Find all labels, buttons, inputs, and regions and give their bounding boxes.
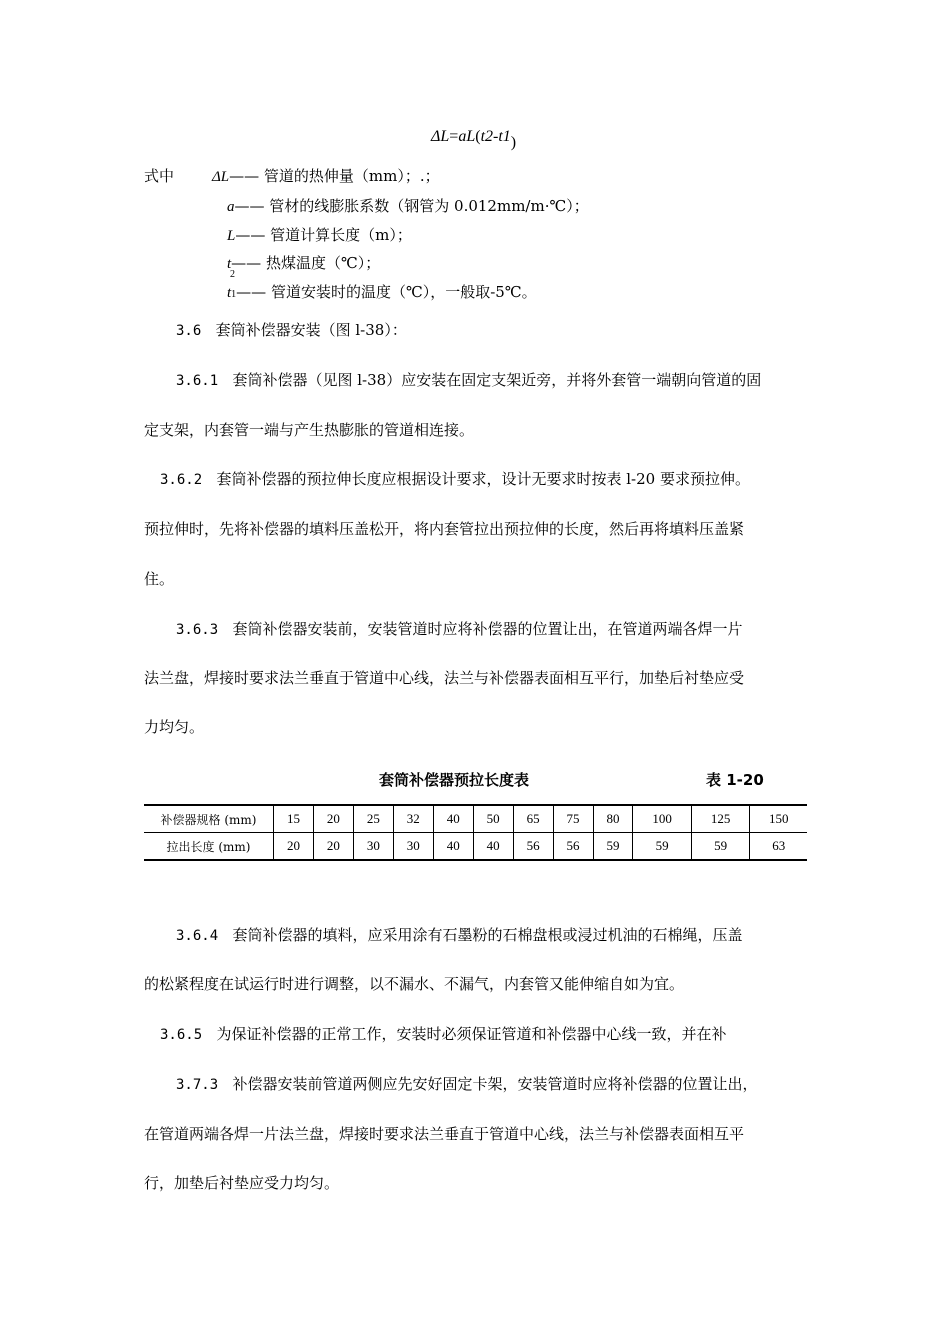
legend-prefix: 式中 — [144, 167, 175, 185]
paragraph-text: 补偿器安装前管道两侧应先安好固定卡架，安装管道时应将补偿器的位置让出， — [232, 1075, 758, 1093]
row-label: 补偿器规格 (mm) — [144, 805, 274, 833]
paragraph-3-6-3 — [176, 620, 742, 639]
paragraph-3-6-2-line2: 预拉伸时，先将补偿器的填料压盖松开，将内套管拉出预拉伸的长度，然后再将填料压盖紧 — [144, 520, 745, 538]
formula-close: ) — [510, 134, 517, 151]
table-cell: 30 — [353, 833, 393, 861]
paragraph-3-6-3-line2: 法兰盘，焊接时要求法兰垂直于管道中心线，法兰与补偿器表面相互平行，加垫后衬垫应受 — [144, 669, 745, 687]
formula-t1: t1 — [498, 128, 511, 145]
formula-t2: t2 — [480, 128, 494, 145]
legend-item-t2 — [227, 254, 380, 273]
paragraph-3-7-3 — [176, 1075, 757, 1094]
section-number: 3.6 — [176, 323, 202, 339]
table-cell: 59 — [633, 833, 691, 861]
legend-text: —— 管道的热伸量（mm）；.； — [229, 167, 440, 185]
table-cell: 63 — [750, 833, 807, 861]
table-cell: 20 — [274, 833, 314, 861]
table-cell: 150 — [750, 805, 807, 833]
legend-text: —— 管道计算长度（m）； — [235, 226, 412, 244]
legend-symbol: a — [227, 199, 235, 215]
paragraph-3-6-3-line3: 力均匀。 — [144, 718, 205, 736]
legend-symbol: t — [227, 285, 232, 301]
paragraph-3-6-1-line2: 定支架，内套管一端与产生热膨胀的管道相连接。 — [144, 421, 475, 439]
paragraph-number: 3.6.2 — [160, 472, 203, 488]
table-cell: 50 — [473, 805, 513, 833]
table-cell: 40 — [433, 805, 473, 833]
legend-item-t1 — [227, 283, 537, 304]
table-cell: 80 — [593, 805, 633, 833]
formula-l: L — [466, 128, 476, 145]
legend-subscript-1: 1 — [231, 289, 237, 300]
paragraph-3-7-3-line2: 在管道两端各焊一片法兰盘，焊接时要求法兰垂直于管道中心线，法兰与补偿器表面相互平 — [144, 1125, 745, 1143]
table-cell: 125 — [691, 805, 749, 833]
table-cell: 65 — [513, 805, 553, 833]
legend-subscript-2: 2 — [230, 269, 235, 280]
table-title: 套筒补偿器预拉长度表 — [379, 771, 530, 789]
spec-table — [144, 804, 807, 861]
legend-item-l — [227, 226, 412, 245]
paragraph-text: 套筒补偿器（见图 l-38）应安装在固定支架近旁，并将外套管一端朝向管道的固 — [232, 371, 762, 389]
table-cell: 40 — [433, 833, 473, 861]
table-cell: 15 — [274, 805, 314, 833]
legend-item-a — [227, 197, 589, 216]
formula-a: a — [458, 128, 467, 145]
paragraph-number: 3.6.1 — [176, 373, 219, 389]
formula — [431, 128, 517, 151]
legend-text: —— 热煤温度（℃）； — [231, 254, 381, 272]
formula-open: ( — [475, 128, 481, 145]
legend-symbol: L — [227, 228, 236, 244]
paragraph-number: 3.6.3 — [176, 622, 219, 638]
paragraph-text: 为保证补偿器的正常工作，安装时必须保证管道和补偿器中心线一致，并在补 — [216, 1025, 727, 1043]
table-cell: 25 — [353, 805, 393, 833]
table-cell: 59 — [691, 833, 749, 861]
formula-delta-l: ΔL — [431, 128, 450, 145]
paragraph-number: 3.6.4 — [176, 928, 219, 944]
row-label: 拉出长度 (mm) — [166, 839, 251, 854]
table-row — [144, 833, 807, 861]
table-cell: 56 — [553, 833, 593, 861]
table-cell: 20 — [313, 805, 353, 833]
legend-text: —— 管材的线膨胀系数（钢管为 0.012mm/m·℃）； — [234, 197, 589, 215]
paragraph-3-6-2 — [160, 470, 750, 489]
table-cell: 20 — [313, 833, 353, 861]
paragraph-3-7-3-line3: 行，加垫后衬垫应受力均匀。 — [144, 1174, 340, 1192]
paragraph-text: 套筒补偿器的填料，应采用涂有石墨粉的石棉盘根或浸过机油的石棉绳，压盖 — [232, 926, 743, 944]
paragraph-text: 套筒补偿器安装前，安装管道时应将补偿器的位置让出，在管道两端各焊一片 — [232, 620, 743, 638]
paragraph-number: 3.7.3 — [176, 1077, 219, 1093]
table-cell: 100 — [633, 805, 691, 833]
paragraph-text: 套筒补偿器的预拉伸长度应根据设计要求，设计无要求时按表 l-20 要求预拉伸。 — [216, 470, 750, 488]
legend-item-delta-l — [212, 167, 440, 186]
legend-symbol: ΔL — [212, 169, 230, 185]
paragraph-3-6-4 — [176, 926, 742, 945]
table-cell: 56 — [513, 833, 553, 861]
formula-minus: - — [493, 128, 499, 145]
paragraph-number: 3.6.5 — [160, 1027, 203, 1043]
table-cell: 30 — [393, 833, 433, 861]
table-cell: 32 — [393, 805, 433, 833]
legend-text: —— 管道安装时的温度（℃），一般取-5℃。 — [236, 283, 537, 301]
table-row — [144, 805, 807, 833]
paragraph-3-6-1 — [176, 371, 761, 390]
table-number: 表 1-20 — [706, 771, 764, 789]
formula-equals: = — [449, 128, 459, 145]
paragraph-3-6-4-line2: 的松紧程度在试运行时进行调整，以不漏水、不漏气，内套管又能伸缩自如为宜。 — [144, 975, 685, 993]
legend-symbol: t — [227, 256, 232, 272]
paragraph-3-6-2-line3: 住。 — [144, 570, 175, 588]
paragraph-3-6-5 — [160, 1025, 726, 1044]
table-cell: 59 — [593, 833, 633, 861]
section-title: 套筒补偿器安装（图 l-38）： — [215, 321, 407, 339]
table-cell: 40 — [473, 833, 513, 861]
section-heading — [176, 321, 407, 340]
table-cell: 75 — [553, 805, 593, 833]
